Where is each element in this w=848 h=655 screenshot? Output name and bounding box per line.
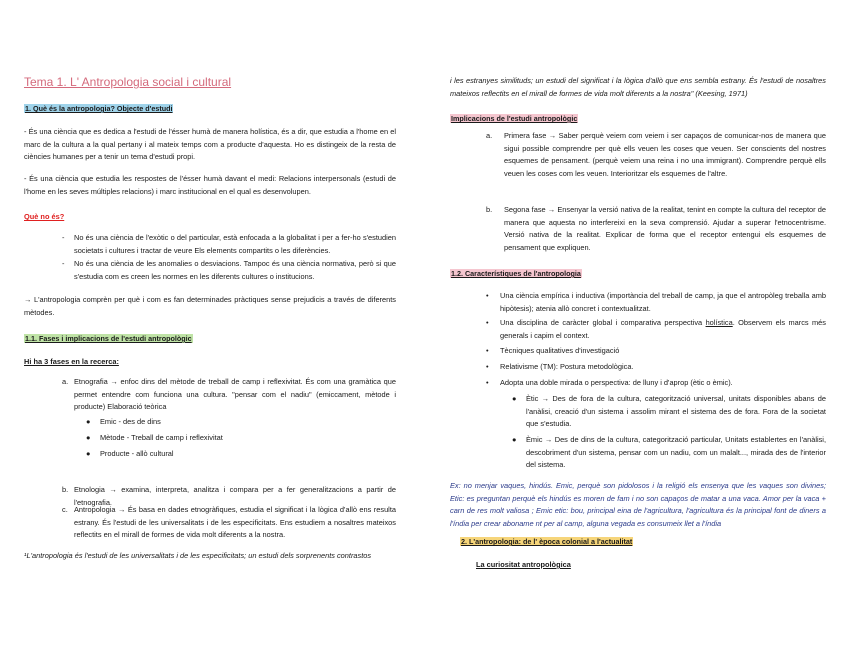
bullet-dot: ● — [86, 417, 91, 426]
text-fragment: Una disciplina de caràcter global i comparativa perspectiva — [500, 318, 706, 327]
sub-item: Emic - des de dins — [100, 417, 161, 426]
list-item — [500, 317, 826, 342]
text-fragment: . Observem els marcs més generals i capim el context. — [500, 318, 826, 340]
list-marker: a. — [62, 377, 69, 386]
bullet-dot: ● — [512, 435, 517, 444]
sub-item: Producte - allò cultural — [100, 449, 174, 458]
example-paragraph: Ex: no menjar vaques, hindús. Emic, perquè son pidolosos i la religió els ensenya que les vaques son divines; Etic: es preguntan perquè els hindús es moren de fam i no son capaços de matar a una vaca. Amor per la vaca + carn de res molt valiosa ; Emic etic: bou, principal eina de l'agricultura, l'agricultura és la principal font de diners a l'índia per crear aboname nt per al camp, alguna vegada es consumeix llet a l'índia — [450, 481, 826, 528]
document-title: Tema 1. L' Antropologia social i cultural — [24, 75, 232, 89]
section-heading-2: 2. L'antropologia: de l' època colonial a l'actualitat — [461, 537, 633, 546]
section-heading-1: 1. Què és la antropologia? Objecte d'estudi — [25, 104, 173, 113]
what-is-not-heading: Què no és? — [24, 212, 65, 221]
paragraph-comprehension: → L'antropologia comprèn per què i com es fan determinades pràctiques sense prejudicis a través de diferents mètodes. — [24, 295, 396, 317]
list-item: No és una ciència de les anomalies o desviacions. Tampoc és una ciència normativa, però si que s'estudia com es creen les normes en les diferents cultures o institucions. — [74, 259, 396, 281]
section-heading-1-1: 1.1. Fases i implicacions de l'estudi antropològic — [25, 334, 192, 343]
bullet-dot: ● — [86, 449, 91, 458]
left-column — [24, 0, 396, 655]
list-marker: a. — [486, 131, 493, 140]
bullet-dot: ● — [512, 394, 517, 403]
bullet-dot: • — [486, 362, 489, 371]
sub-item-emic: Èmic → Des de dins de la cultura, categorització particular, Unitats establertes en l'anàlisi, descobriment d'un sistema, pensar com un nadiu, com un malalt..., mirada des de l'interior del sistema. — [526, 435, 826, 470]
sub-item: Mètode - Treball de camp i reflexivitat — [100, 433, 223, 442]
list-item: Adopta una doble mirada o perspectiva: de lluny i d'aprop (ètic o èmic). — [500, 378, 733, 387]
bullet-dot: • — [486, 318, 489, 327]
list-item-etnografia: Etnografia → enfoc dins del mètode de treball de camp i reflexivitat. És com una gramàtica que permet entendre com funciona una cultura. "pensar com el nadiu" (emiccament, mètode i producte) Elaboració teòrica — [74, 377, 396, 412]
list-marker: c. — [62, 505, 68, 514]
list-item: Tècniques qualitatives d'investigació — [500, 346, 620, 355]
bullet-dot: • — [486, 346, 489, 355]
bullet-dot: • — [486, 291, 489, 300]
bullet-dot: • — [486, 378, 489, 387]
list-item: Relativisme (TM): Postura metodològica. — [500, 362, 634, 371]
footnote: ¹L'antropologia és l'estudi de les universalitats i de les especificitats; un estudi dels sorprenents contrastos — [24, 551, 372, 560]
list-item-second-phase: Segona fase → Ensenyar la versió nativa de la realitat, tenint en compte la cultura del receptor de manera que aquesta no interfereixi en la seva comprensió. Ajudar a superar l'etnocentrisme. Versió nativa de la realitat. Explicar de forma que el receptor entengui els esquemes de pensament que expliquen. — [504, 205, 826, 252]
list-item-antropologia: Antropologia → És basa en dades etnogràfiques, estudia el significat i la lògica d'allò ens resulta estrany. És l'estudi de les universalitats i de les especificitats. Ens estudiem a nosaltres mateixos reflectits en el mirall de formes de vida molt diferents a la nostra. — [74, 505, 396, 540]
bullet-dot: ● — [86, 433, 91, 442]
implications-heading: Implicacions de l'estudi antropològic — [451, 114, 578, 123]
phases-label: Hi ha 3 fases en la recerca: — [24, 357, 119, 366]
list-item: Una ciència empírica i inductiva (importància del treball de camp, ja que el antropòleg treballa amb hipòtesis); atenia allò concret i contextualitzat. — [500, 291, 826, 313]
paragraph-definition: - És una ciència que es dedica a l'estudi de l'ésser humà de manera holística, és a dir, que estudia a l'home en el marc de la cultura a la qual pertany i al mateix temps com a producte d'aquesta. Ho es distingeix de la resta de ciències humanes per a tenir un tema d'estudi propi. — [24, 127, 396, 162]
section-heading-1-2: 1.2. Característiques de l'antropologia — [451, 269, 581, 278]
bullet-dot: - — [62, 259, 65, 268]
paragraph-responses: - És una ciència que estudia les respostes de l'ésser humà davant el medi: Relacions interpersonals (estudi de l'home en les seves múltiples relacions) i marc institucional en el qual es desenvolupen. — [24, 174, 396, 196]
list-item-first-phase: Primera fase → Saber perquè veiem com veiem i ser capaços de comunicar-nos de manera que sigui possible comprendre per què ells veuen les coses que veuen. Ser conscients del nostres esquemes de pensament. (perquè veiem una reina i no una immigrant). Comprendre perquè ells veuen les coses com les veuen. Interioritzar els esquemes de l'altre. — [504, 131, 826, 178]
subheading-curiosity: La curiositat antropològica — [476, 560, 571, 569]
bullet-dot: - — [62, 233, 65, 242]
list-item-etnologia: Etnologia → examina, interpreta, analitza i compara per a fer generalitzacions a partir de l'etnografia. — [74, 485, 396, 507]
list-marker: b. — [486, 205, 493, 214]
sub-item-etic: Ètic → Des de fora de la cultura, categorització universal, unitats disponibles abans de l'anàlisi, creació d'un sistema i assolim mirant el sistema des de fora. Fora de la societat que s'estudia. — [526, 394, 826, 429]
underlined-term: holística — [705, 318, 733, 327]
right-column — [450, 0, 826, 655]
list-marker: b. — [62, 485, 69, 494]
list-item: No és una ciència de l'exòtic o del particular, està enfocada a la globalitat i per a fer-ho s'estudien societats i cultures i tractar de veure Els elements compartits o les diferències. — [74, 233, 396, 255]
quote-continuation: i les estranyes similituds; un estudi del significat i la lògica d'allò que ens sembla estrany. És l'estudi de nosaltres mateixos reflectits en el mirall de formes de vida molt diferents a la nostra" (Keesing, 1971) — [450, 76, 826, 98]
